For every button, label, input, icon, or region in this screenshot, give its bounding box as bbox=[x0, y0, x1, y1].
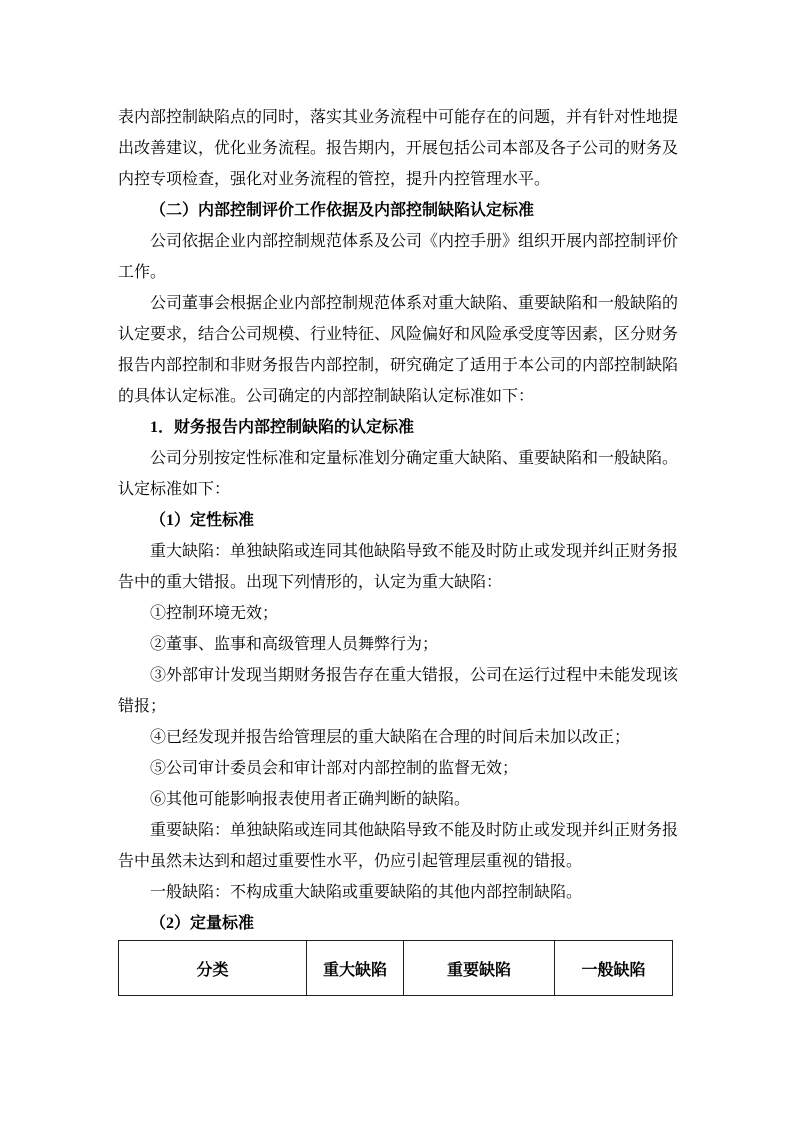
paragraph-continuation: 表内部控制缺陷点的同时，落实其业务流程中可能存在的问题，并有针对性地提出改善建议，优化业务流程。报告期内，开展包括公司本部及各子公司的财务及内控专项检查，强化对业务流程的管控，提升内控管理水平。 bbox=[118, 109, 679, 188]
quantitative-criteria-table bbox=[118, 940, 673, 996]
table-header-major-defect: 重大缺陷 bbox=[307, 941, 404, 996]
paragraph: 公司分别按定性标准和定量标准划分确定重大缺陷、重要缺陷和一般缺陷。认定标准如下： bbox=[118, 450, 679, 498]
list-item-2: ②董事、监事和高级管理人员舞弊行为； bbox=[150, 636, 439, 653]
list-item-1: ①控制环境无效； bbox=[150, 605, 279, 622]
list-item-3: ③外部审计发现当期财务报告存在重大错报，公司在运行过程中未能发现该错报； bbox=[118, 667, 679, 715]
table-header-important-defect: 重要缺陷 bbox=[404, 941, 555, 996]
list-item-5: ⑤公司审计委员会和审计部对内部控制的监督无效； bbox=[150, 760, 519, 777]
heading-financial-report-criteria: 1．财务报告内部控制缺陷的认定标准 bbox=[150, 419, 415, 436]
paragraph-important-defect: 重要缺陷：单独缺陷或连同其他缺陷导致不能及时防止或发现并纠正财务报告中虽然未达到和超过重要性水平，仍应引起管理层重视的错报。 bbox=[118, 822, 679, 870]
paragraph: 公司依据企业内部控制规范体系及公司《内控手册》组织开展内部控制评价工作。 bbox=[118, 233, 679, 281]
paragraph: 公司董事会根据企业内部控制规范体系对重大缺陷、重要缺陷和一般缺陷的认定要求，结合公司规模、行业特征、风险偏好和风险承受度等因素，区分财务报告内部控制和非财务报告内部控制，研究确定了适用于本公司的内部控制缺陷的具体认定标准。公司确定的内部控制缺陷认定标准如下： bbox=[118, 295, 679, 405]
paragraph-major-defect: 重大缺陷：单独缺陷或连同其他缺陷导致不能及时防止或发现并纠正财务报告中的重大错报。出现下列情形的，认定为重大缺陷： bbox=[118, 543, 679, 591]
list-item-6: ⑥其他可能影响报表使用者正确判断的缺陷。 bbox=[150, 791, 471, 808]
section-heading-2: （二）内部控制评价工作依据及内部控制缺陷认定标准 bbox=[150, 202, 535, 219]
heading-qualitative-criteria: （1）定性标准 bbox=[150, 512, 255, 529]
heading-quantitative-criteria: （2）定量标准 bbox=[150, 915, 255, 932]
table-header-row bbox=[119, 941, 673, 996]
paragraph-general-defect: 一般缺陷：不构成重大缺陷或重要缺陷的其他内部控制缺陷。 bbox=[150, 884, 583, 901]
table-header-category: 分类 bbox=[119, 941, 307, 996]
list-item-4: ④已经发现并报告给管理层的重大缺陷在合理的时间后未加以改正； bbox=[150, 729, 631, 746]
table-header-general-defect: 一般缺陷 bbox=[555, 941, 673, 996]
